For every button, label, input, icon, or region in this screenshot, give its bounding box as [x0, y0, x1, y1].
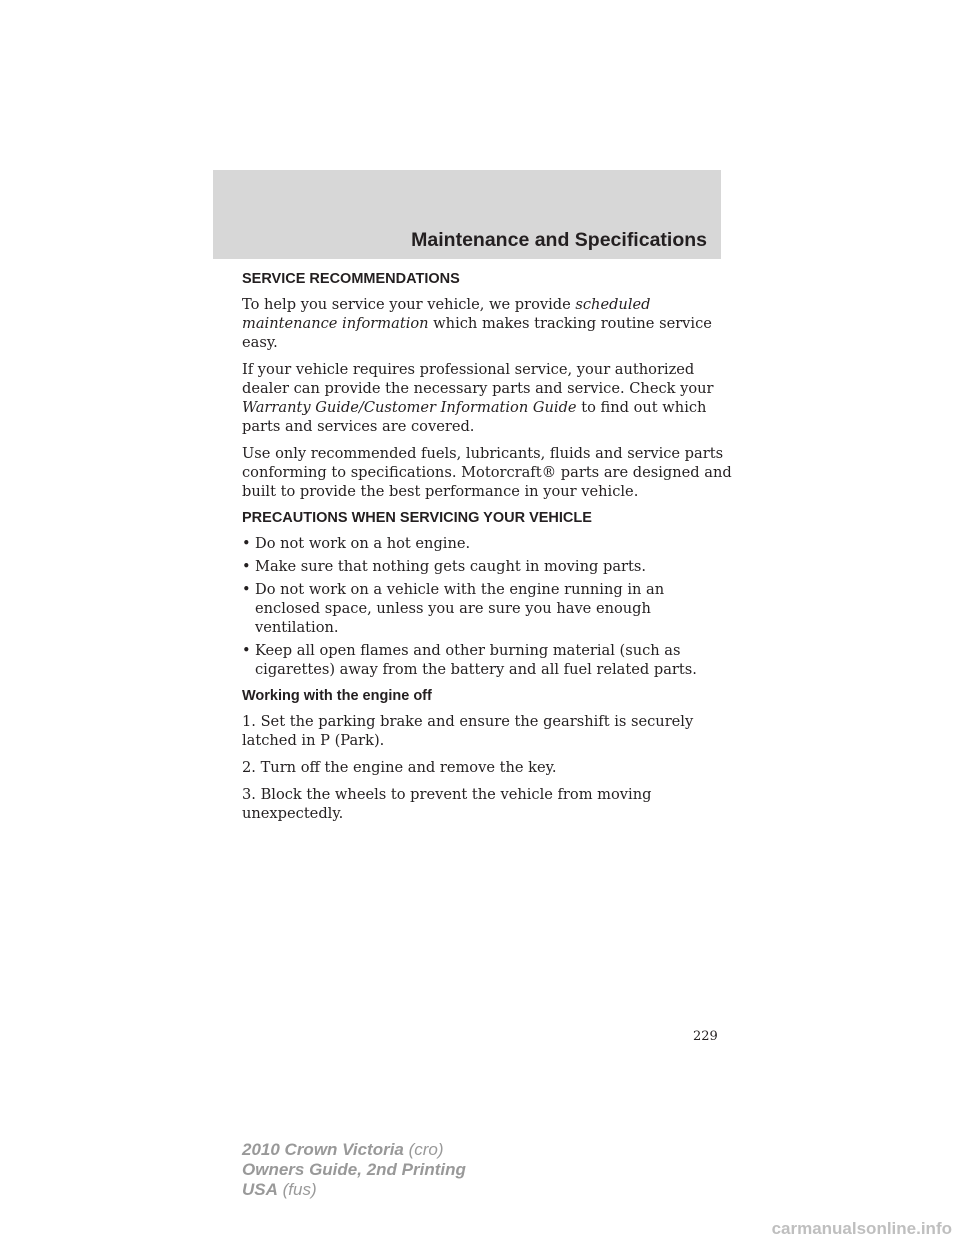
step-item: 1. Set the parking brake and ensure the gearshift is securely latched in P (Park).	[242, 713, 694, 749]
footer-line-model: 2010 Crown Victoria (cro)	[242, 1140, 444, 1159]
list-item: • Do not work on a vehicle with the engine running in an enclosed space, unless you are sure you have enough ventilation.	[242, 581, 665, 636]
heading-engine-off: Working with the engine off	[242, 688, 432, 704]
bullet-icon: •	[242, 535, 251, 552]
paragraph-recommended-parts: Use only recommended fuels, lubricants, fluids and service parts conforming to specifications. Motorcraft® parts are designed and built to provide the best performance in your vehicle.	[242, 445, 732, 500]
footer-line-region: USA (fus)	[242, 1180, 317, 1199]
page-content	[242, 270, 732, 831]
heading-precautions: PRECAUTIONS WHEN SERVICING YOUR VEHICLE	[242, 510, 592, 526]
bullet-icon: •	[242, 558, 251, 575]
section-title: Maintenance and Specifications	[411, 229, 707, 251]
list-item: • Keep all open flames and other burning material (such as cigarettes) away from the battery and all fuel related parts.	[242, 642, 697, 678]
heading-service-recommendations: SERVICE RECOMMENDATIONS	[242, 271, 460, 287]
footer-line-printing: Owners Guide, 2nd Printing	[242, 1160, 466, 1179]
bullet-icon: •	[242, 581, 251, 598]
bullet-icon: •	[242, 642, 251, 659]
paragraph-professional-service: If your vehicle requires professional service, your authorized dealer can provide the necessary parts and service. Check your Warranty Guide/Customer Information Guide to find out which parts and services are covered.	[242, 361, 714, 435]
paragraph-service-intro: To help you service your vehicle, we provide scheduled maintenance information which makes tracking routine service easy.	[242, 296, 712, 351]
document-footer	[242, 1140, 466, 1200]
list-item: • Make sure that nothing gets caught in moving parts.	[242, 558, 646, 575]
section-header-band	[213, 170, 721, 259]
step-item: 2. Turn off the engine and remove the key.	[242, 759, 557, 776]
page-number: 229	[693, 1029, 718, 1044]
step-item: 3. Block the wheels to prevent the vehicle from moving unexpectedly.	[242, 786, 652, 822]
watermark-text: carmanualsonline.info	[771, 1219, 952, 1238]
list-item: • Do not work on a hot engine.	[242, 535, 471, 552]
precautions-list	[242, 534, 732, 679]
